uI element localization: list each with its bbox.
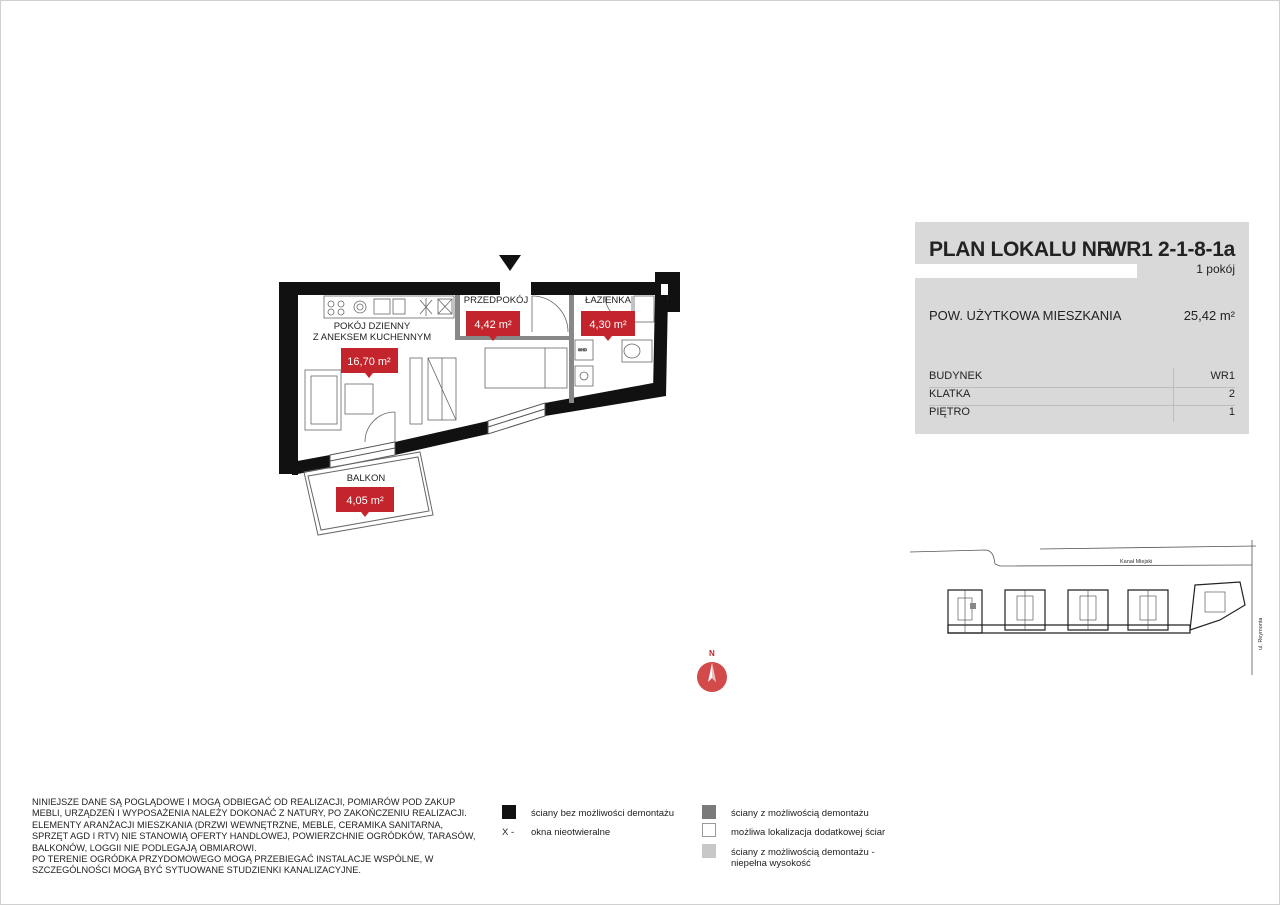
apartment-number: WR1 2-1-8-1a [1106,238,1235,261]
disclaimer-line: MEBLI, URZĄDZEŃ I WYPOSAŻENIA NALEŻY DOKONAĆ Z NATURY, PO ZAKOŃCZENIU REALIZACJI. [32,808,467,819]
title-underline-bar [915,264,1137,278]
legend-windows-symbol: X - [502,827,515,838]
plan-title: PLAN LOKALU NR [929,238,1112,261]
detail-label: PIĘTRO [929,406,970,418]
site-map [905,535,1265,680]
living-room-name-line2: Z ANEKSEM KUCHENNYM [312,332,432,343]
detail-row-floor [929,404,1235,422]
disclaimer [32,797,492,877]
bathroom-fixtures [575,296,654,386]
balcony-area-badge [336,487,394,517]
living-furniture [305,370,373,430]
street-label: ul. Reymonta [1258,617,1264,650]
legend-removable-walls: ściany z możliwością demontażu [731,808,869,819]
disclaimer-line: SPRZĘT AGD I RTV) NIE STANOWIĄ OFERTY HANDLOWEJ, POWIERZCHNIE OGRÓDKÓW, TARASÓW, [32,831,476,842]
legend-swatch-extra-walls [702,823,716,837]
bath-name: ŁAZIENKA [585,295,631,306]
living-area: 16,70 m² [347,356,391,368]
apartment-info-panel [915,222,1249,434]
legend-swatch-partial-walls [702,844,716,858]
detail-value: 1 [1228,406,1235,418]
balcony-area: 4,05 m² [346,495,384,507]
disclaimer-line: BALKONÓW, LOGGII NIE PODLEGAJĄ OBMIAROWI. [32,842,257,853]
legend-swatch-removable-walls [702,805,716,819]
kitchen-counter [324,296,454,318]
hall-area: 4,42 m² [474,319,512,331]
canal-label: Kanał Miejski [1120,559,1153,565]
detail-column-divider [1173,368,1174,422]
detail-label: BUDYNEK [929,370,983,382]
compass-label: N [709,649,715,658]
disclaimer-line: NINIEJSZE DANE SĄ POGLĄDOWE I MOGĄ ODBIEGAĆ OD REALIZACJI, POMIARÓW POD ZAKUP [32,797,456,807]
site-buildings [948,582,1245,633]
wardrobe [410,358,456,424]
svg-text:GHD: GHD [578,347,587,352]
legend-swatch-fixed-walls [502,805,516,819]
detail-label: KLATKA [929,388,971,400]
legend-extra-walls: możliwa lokalizacja dodatkowej ściar [731,827,886,838]
legend-fixed-walls: ściany bez możliwości demontażu [531,808,675,819]
usable-area-value: 25,42 m² [1183,308,1235,323]
living-area-badge [341,348,398,378]
floor-plan [270,245,690,545]
disclaimer-line: PO TERENIE OGRÓDKA PRZYDOMOWEGO MOGĄ PRZEBIEGAĆ INSTALACJE WSPÓLNE, W [32,854,434,865]
rooms-count: 1 pokój [1196,262,1235,276]
detail-value: 2 [1228,388,1235,400]
legend-partial-walls-line1: ściany z możliwością demontażu - [731,847,875,858]
detail-row-building [929,368,1235,386]
highlighted-unit [970,603,976,609]
usable-area-label: POW. UŻYTKOWA MIESZKANIA [929,308,1122,323]
hall-name: PRZEDPOKÓJ [463,295,529,306]
entrance-arrow-icon [499,255,521,271]
living-room-name-line1: POKÓJ DZIENNY [333,321,411,332]
disclaimer-line: ELEMENTY ARANŻACJI MIESZKANIA (DRZWI WEWNĘTRZNE, MEBLE, CERAMIKA SANITARNA, [32,819,444,830]
hall-bench [485,348,567,388]
site-building-details [958,590,1225,633]
balcony-name: BALKON [346,473,386,484]
detail-value: WR1 [1210,370,1235,382]
bath-area: 4,30 m² [589,319,627,331]
legend-partial-walls-line2: niepełna wysokość [731,858,811,869]
detail-row-staircase [929,386,1235,404]
compass-icon [694,644,732,694]
bath-area-badge [581,311,635,341]
legend-fixed-windows: okna nieotwieralne [531,827,611,838]
disclaimer-line: SZCZEGÓLNOŚCI MOGĄ BYĆ SYTUOWANE STUDZIENKI KANALIZACYJNE. [32,865,361,876]
